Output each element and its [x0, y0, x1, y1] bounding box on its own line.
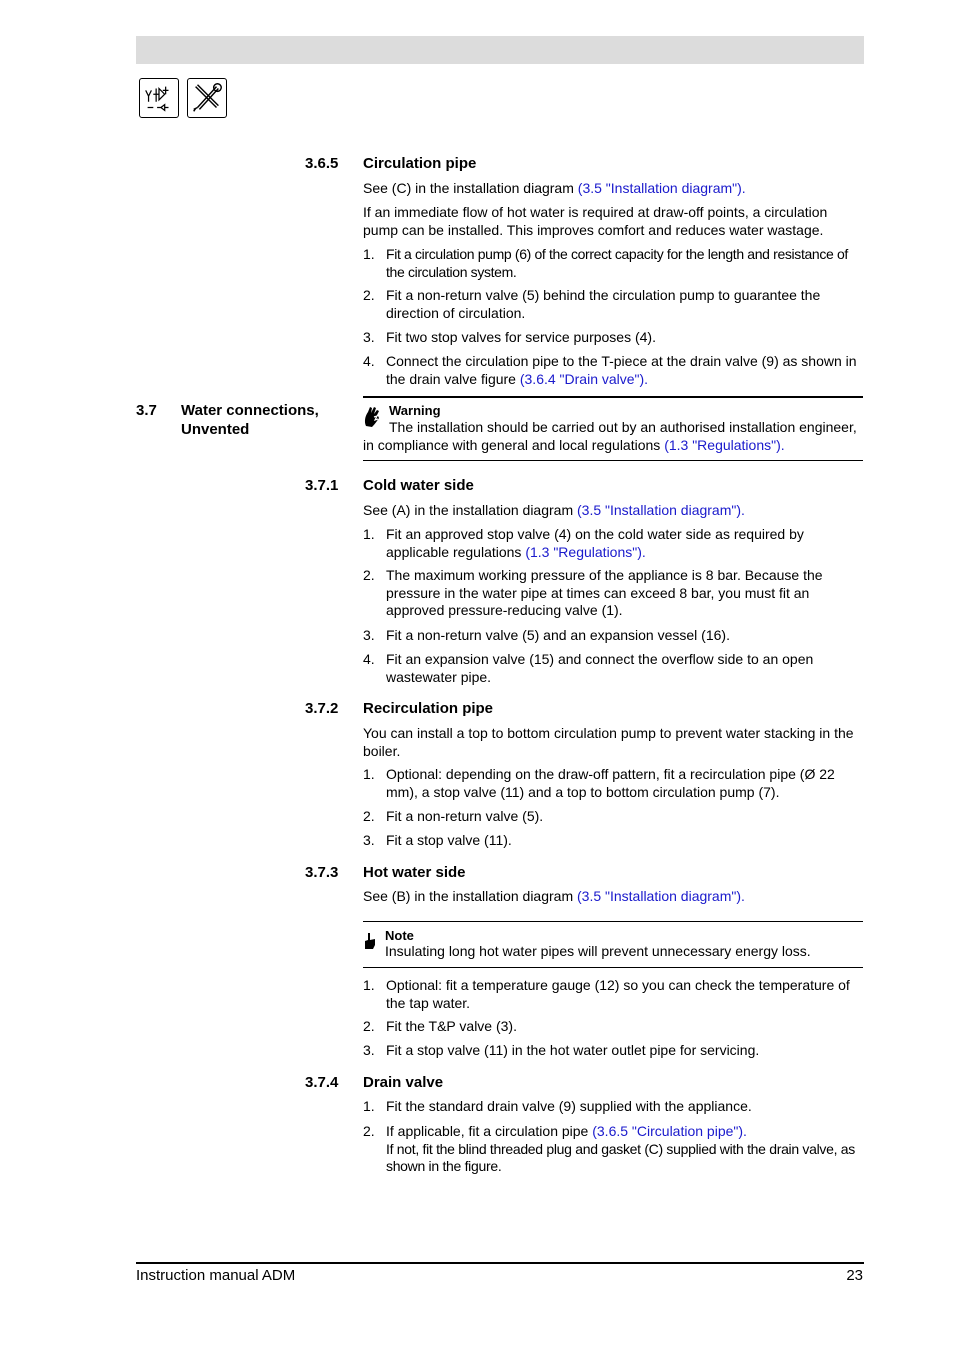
paragraph: See (A) in the installation diagram (3.5 "Installation diagram"). [363, 502, 745, 518]
list-item: 2. Fit the T&P valve (3). [363, 1018, 517, 1034]
note-top-rule [363, 921, 863, 922]
installer-icon [139, 78, 179, 118]
section-title: Recirculation pipe [363, 700, 494, 717]
list-item: 2. The maximum working pressure of the appliance is 8 bar. Because the pressure in the water pipe at times can exceed 8 bar, you must fit an approved pressure-reducing valve (1). [363, 567, 823, 618]
header-bar [136, 36, 864, 64]
section-number: 3.7 [136, 402, 157, 419]
list-item: 1. Fit a circulation pump (6) of the correct capacity for the length and resistance of the circulation system. [363, 246, 848, 280]
warning-bottom-rule [363, 460, 863, 461]
link-regulations[interactable]: (1.3 "Regulations"). [525, 543, 646, 560]
tools-icon [187, 78, 227, 118]
link-installation-diagram[interactable]: (3.5 "Installation diagram"). [577, 888, 745, 904]
list-item: 3. Fit two stop valves for service purposes (4). [363, 329, 656, 345]
list-item: 1. Optional: depending on the draw-off pattern, fit a recirculation pipe (Ø 22 mm), a stop valve (11) and a top to bottom circulation pump (7). [363, 766, 835, 800]
note-bottom-rule [363, 967, 863, 968]
list-item: 3. Fit a stop valve (11) in the hot water outlet pipe for servicing. [363, 1042, 760, 1058]
list-item: 4. Fit an expansion valve (15) and connect the overflow side to an open wastewater pipe. [363, 651, 814, 685]
paragraph: If an immediate flow of hot water is required at draw-off points, a circulation pump can be installed. This improves comfort and reduces water wastage. [363, 204, 828, 238]
link-installation-diagram[interactable]: (3.5 "Installation diagram"). [577, 180, 746, 196]
footer-rule [136, 1262, 864, 1264]
link-regulations[interactable]: (1.3 "Regulations"). [664, 436, 785, 453]
section-title: Unvented [181, 421, 250, 438]
footer-title: Instruction manual ADM [136, 1267, 296, 1284]
list-item: 1. Fit an approved stop valve (4) on the cold water side as required by applicable regulations (1.3 "Regulations"). [363, 526, 804, 560]
link-drain-valve[interactable]: (3.6.4 "Drain valve"). [519, 370, 649, 387]
paragraph: You can install a top to bottom circulation pump to prevent water stacking in the boiler. [363, 725, 854, 759]
list-item: 2. Fit a non-return valve (5) behind the circulation pump to guarantee the direction of circulation. [363, 287, 821, 321]
list-item: 1. Fit the standard drain valve (9) supplied with the appliance. [363, 1098, 752, 1114]
warning-text: The installation should be carried out by an authorised installation engineer, in compliance with general and local regulations (1.3 "Regulations"). [363, 419, 857, 453]
note-hand-icon [363, 932, 377, 950]
section-number: 3.7.3 [305, 864, 339, 881]
list-item: 2. If applicable, fit a circulation pipe (3.6.5 "Circulation pipe"). If not, fit the blind threaded plug and gasket (C) supplied with the drain valve, as shown in the figure. [363, 1123, 855, 1174]
list-item: 3. Fit a non-return valve (5) and an expansion vessel (16). [363, 627, 730, 643]
list-item: 1. Optional: fit a temperature gauge (12) so you can check the temperature of the tap water. [363, 977, 850, 1011]
section-title: Hot water side [363, 864, 466, 881]
list-item: 2. Fit a non-return valve (5). [363, 808, 544, 824]
warning-top-rule [363, 396, 863, 398]
link-circulation-pipe[interactable]: (3.6.5 "Circulation pipe"). [592, 1123, 747, 1139]
link-installation-diagram[interactable]: (3.5 "Installation diagram"). [577, 502, 745, 518]
section-number: 3.6.5 [305, 155, 339, 172]
section-title: Cold water side [363, 477, 474, 494]
section-number: 3.7.1 [305, 477, 339, 494]
paragraph: See (B) in the installation diagram (3.5 "Installation diagram"). [363, 888, 745, 904]
section-number: 3.7.4 [305, 1074, 339, 1091]
list-item: 4. Connect the circulation pipe to the T-piece at the drain valve (9) as shown in the drain valve figure (3.6.4 "Drain valve"). [363, 353, 857, 387]
note-title: Note [385, 928, 414, 943]
section-number: 3.7.2 [305, 700, 339, 717]
warning-title: Warning [389, 403, 441, 418]
section-title: Water connections, [181, 402, 319, 419]
paragraph: See (C) in the installation diagram (3.5 "Installation diagram"). [363, 180, 746, 196]
section-title: Circulation pipe [363, 155, 477, 172]
list-item: 3. Fit a stop valve (11). [363, 832, 512, 848]
note-text: Insulating long hot water pipes will prevent unnecessary energy loss. [385, 943, 811, 959]
section-title: Drain valve [363, 1074, 444, 1091]
page-number: 23 [846, 1267, 863, 1284]
